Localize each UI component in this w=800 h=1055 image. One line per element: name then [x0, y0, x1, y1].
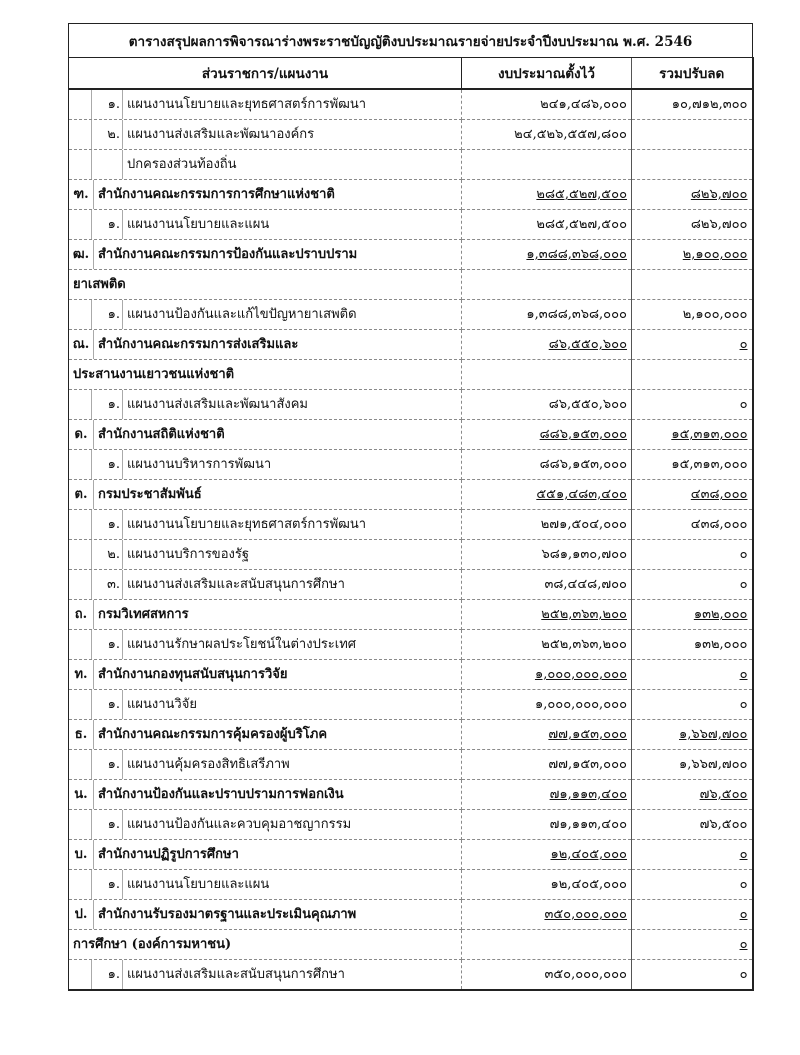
cut-value: ๗๖,๕๐๐	[699, 817, 748, 832]
agency-name: ประสานงานเยาวชนแห่งชาติ	[73, 367, 235, 382]
budget-cell	[462, 120, 632, 150]
agency-letter: ด.	[69, 420, 94, 449]
budget-cell	[462, 630, 632, 660]
cut-value: ๐	[739, 967, 748, 982]
plan-name: ปกครองส่วนท้องถิ่น	[127, 157, 237, 172]
budget-value: ๒๘๕,๕๒๗,๕๐๐	[536, 217, 627, 232]
plan-number: ๓.	[92, 570, 123, 599]
plan-name: แผนงานส่งเสริมและสนับสนุนการศึกษา	[127, 577, 345, 592]
cut-cell	[632, 540, 753, 570]
budget-value: ๓๘,๔๔๘,๗๐๐	[544, 577, 627, 592]
budget-value: ๗๑,๑๑๓,๔๐๐	[549, 787, 627, 802]
row-label-cell	[69, 630, 462, 660]
row-label-cell	[69, 510, 462, 540]
cut-value: ๑๓๒,๐๐๐	[693, 637, 748, 652]
cut-value: ๑๐,๗๑๒,๓๐๐	[671, 97, 748, 112]
cut-cell	[632, 810, 753, 840]
plan-name: แผนงานวิจัย	[127, 697, 197, 712]
row-label-cell	[69, 89, 462, 120]
plan-number	[92, 150, 123, 179]
row-label-cell	[69, 330, 462, 360]
agency-row	[69, 900, 753, 930]
row-label-cell	[69, 960, 462, 991]
row-label-cell	[69, 210, 462, 240]
budget-cell	[462, 960, 632, 991]
cut-value: ๘๒๖,๗๐๐	[690, 217, 748, 232]
cut-cell	[632, 930, 753, 960]
budget-cell	[462, 900, 632, 930]
cut-cell	[632, 600, 753, 630]
plan-number: ๑.	[92, 690, 123, 719]
cut-cell	[632, 630, 753, 660]
cut-cell	[632, 420, 753, 450]
plan-number: ๑.	[92, 630, 123, 659]
plan-number: ๒.	[92, 540, 123, 569]
cut-value: ๑,๖๖๗,๗๐๐	[679, 727, 748, 742]
indent-spacer	[69, 960, 92, 989]
cut-value: ๐	[739, 937, 748, 952]
header-agency: ส่วนราชการ/แผนงาน	[69, 58, 462, 90]
budget-cell	[462, 480, 632, 510]
budget-table	[68, 23, 754, 991]
budget-value: ๑,๓๘๘,๓๖๘,๐๐๐	[526, 247, 627, 262]
row-label-cell	[69, 180, 462, 210]
indent-spacer	[69, 390, 92, 419]
budget-value: ๗๗,๑๕๓,๐๐๐	[548, 757, 627, 772]
cut-value: ๑๕,๓๑๓,๐๐๐	[671, 457, 748, 472]
agency-letter: ต.	[69, 480, 94, 509]
agency-row	[69, 930, 753, 960]
header-cut: รวมปรับลด	[632, 58, 753, 90]
agency-row	[69, 840, 753, 870]
indent-spacer	[69, 630, 92, 659]
budget-value: ๑๒,๔๐๕,๐๐๐	[550, 877, 627, 892]
budget-value: ๘๖,๕๕๐,๖๐๐	[548, 337, 627, 352]
cut-value: ๐	[739, 847, 748, 862]
agency-name: สำนักงานคณะกรรมการการศึกษาแห่งชาติ	[98, 187, 335, 202]
indent-spacer	[69, 540, 92, 569]
budget-value: ๕๕๑,๔๘๓,๔๐๐	[536, 487, 627, 502]
indent-spacer	[69, 870, 92, 899]
budget-value: ๘๘๖,๑๕๓,๐๐๐	[539, 427, 627, 442]
agency-name: สำนักงานกองทุนสนับสนุนการวิจัย	[98, 667, 288, 682]
cut-cell	[632, 570, 753, 600]
header-row	[69, 58, 753, 90]
plan-name: แผนงานรักษาผลประโยชน์ในต่างประเทศ	[127, 637, 357, 652]
agency-name: สำนักงานสถิติแห่งชาติ	[98, 427, 225, 442]
table-title: ตารางสรุปผลการพิจารณาร่างพระราชบัญญัติงบประมาณรายจ่ายประจำปีงบประมาณ พ.ศ. 2546	[69, 24, 753, 58]
indent-spacer	[69, 810, 92, 839]
cut-value: ๒,๑๐๐,๐๐๐	[682, 247, 748, 262]
title-row	[69, 24, 753, 58]
cut-cell	[632, 240, 753, 270]
budget-value: ๒๕๒,๓๖๓,๒๐๐	[541, 637, 627, 652]
plan-name: แผนงานส่งเสริมและพัฒนาองค์กร	[127, 127, 315, 142]
budget-cell	[462, 690, 632, 720]
cut-cell	[632, 210, 753, 240]
row-label-cell	[69, 570, 462, 600]
cut-cell	[632, 150, 753, 180]
agency-name: สำนักงานป้องกันและปราบปรามการฟอกเงิน	[98, 787, 344, 802]
agency-name: กรมประชาสัมพันธ์	[98, 487, 202, 502]
plan-row	[69, 210, 753, 240]
plan-row	[69, 89, 753, 120]
plan-name: แผนงานส่งเสริมและสนับสนุนการศึกษา	[127, 967, 345, 982]
cut-cell	[632, 750, 753, 780]
row-label-cell	[69, 720, 462, 750]
cut-value: ๑๓๒,๐๐๐	[693, 607, 748, 622]
indent-spacer	[69, 690, 92, 719]
budget-cell	[462, 360, 632, 390]
budget-value: ๓๕๐,๐๐๐,๐๐๐	[544, 967, 627, 982]
indent-spacer	[69, 300, 92, 329]
budget-value: ๑,๐๐๐,๐๐๐,๐๐๐	[534, 697, 627, 712]
plan-name: แผนงานบริหารการพัฒนา	[127, 457, 272, 472]
row-label-cell	[69, 360, 462, 390]
agency-letter: ณ.	[69, 330, 94, 359]
budget-cell	[462, 540, 632, 570]
agency-letter: ฑ.	[69, 180, 94, 209]
indent-spacer	[69, 750, 92, 779]
cut-cell	[632, 870, 753, 900]
cut-cell	[632, 300, 753, 330]
budget-value: ๓๕๐,๐๐๐,๐๐๐	[544, 907, 627, 922]
agency-letter: ถ.	[69, 600, 94, 629]
plan-name: แผนงานนโยบายและแผน	[127, 217, 270, 232]
budget-value: ๗๗,๑๕๓,๐๐๐	[548, 727, 627, 742]
cut-value: ๐	[739, 877, 748, 892]
agency-letter: ธ.	[69, 720, 94, 749]
plan-row	[69, 120, 753, 150]
agency-row	[69, 420, 753, 450]
agency-row	[69, 330, 753, 360]
row-label-cell	[69, 390, 462, 420]
cut-cell	[632, 510, 753, 540]
plan-row	[69, 750, 753, 780]
row-label-cell	[69, 660, 462, 690]
cut-value: ๘๒๖,๗๐๐	[690, 187, 748, 202]
row-label-cell	[69, 690, 462, 720]
agency-letter: ฒ.	[69, 240, 94, 269]
agency-name: สำนักงานคณะกรรมการคุ้มครองผู้บริโภค	[98, 727, 328, 742]
cut-value: ๐	[739, 397, 748, 412]
plan-number: ๑.	[92, 300, 123, 329]
plan-name: แผนงานนโยบายและแผน	[127, 877, 270, 892]
plan-number: ๒.	[92, 120, 123, 149]
plan-number: ๑.	[92, 960, 123, 989]
cut-value: ๐	[739, 667, 748, 682]
cut-value: ๔๓๘,๐๐๐	[690, 487, 748, 502]
row-label-cell	[69, 300, 462, 330]
agency-name: สำนักงานปฏิรูปการศึกษา	[98, 847, 239, 862]
row-label-cell	[69, 780, 462, 810]
indent-spacer	[69, 210, 92, 239]
row-label-cell	[69, 930, 462, 960]
agency-row	[69, 270, 753, 300]
row-label-cell	[69, 420, 462, 450]
budget-cell	[462, 780, 632, 810]
agency-letter: ป.	[69, 900, 94, 929]
cut-cell	[632, 720, 753, 750]
agency-letter: น.	[69, 780, 94, 809]
budget-value: ๗๑,๑๑๓,๔๐๐	[549, 817, 627, 832]
agency-name: สำนักงานรับรองมาตรฐานและประเมินคุณภาพ	[98, 907, 357, 922]
header-budget: งบประมาณตั้งไว้	[462, 58, 632, 90]
agency-row	[69, 360, 753, 390]
cut-value: ๐	[739, 577, 748, 592]
agency-name: สำนักงานคณะกรรมการส่งเสริมและ	[98, 337, 299, 352]
plan-row	[69, 450, 753, 480]
plan-row	[69, 690, 753, 720]
indent-spacer	[69, 150, 92, 179]
cut-cell	[632, 840, 753, 870]
row-label-cell	[69, 120, 462, 150]
plan-name: แผนงานนโยบายและยุทธศาสตร์การพัฒนา	[127, 517, 367, 532]
cut-cell	[632, 270, 753, 300]
cut-value: ๒,๑๐๐,๐๐๐	[682, 307, 748, 322]
budget-cell	[462, 810, 632, 840]
row-label-cell	[69, 240, 462, 270]
cut-cell	[632, 390, 753, 420]
plan-row	[69, 810, 753, 840]
budget-cell	[462, 420, 632, 450]
plan-number: ๑.	[92, 750, 123, 779]
budget-value: ๑,๓๘๘,๓๖๘,๐๐๐	[526, 307, 627, 322]
agency-row	[69, 720, 753, 750]
plan-number: ๑.	[92, 810, 123, 839]
cut-cell	[632, 960, 753, 991]
row-label-cell	[69, 450, 462, 480]
budget-cell	[462, 660, 632, 690]
budget-cell	[462, 150, 632, 180]
row-label-cell	[69, 810, 462, 840]
plan-number: ๑.	[92, 390, 123, 419]
budget-value: ๑,๐๐๐,๐๐๐,๐๐๐	[534, 667, 627, 682]
budget-cell	[462, 300, 632, 330]
budget-value: ๒๔๑,๔๘๖,๐๐๐	[540, 97, 627, 112]
budget-summary-document	[68, 23, 752, 991]
budget-cell	[462, 180, 632, 210]
agency-letter: บ.	[69, 840, 94, 869]
budget-cell	[462, 870, 632, 900]
plan-number: ๑.	[92, 510, 123, 539]
cut-cell	[632, 180, 753, 210]
budget-cell	[462, 390, 632, 420]
plan-number: ๑.	[92, 210, 123, 239]
budget-cell	[462, 270, 632, 300]
plan-row	[69, 960, 753, 991]
plan-name: แผนงานบริการของรัฐ	[127, 547, 250, 562]
cut-cell	[632, 660, 753, 690]
agency-name: กรมวิเทศสหการ	[98, 607, 189, 622]
cut-cell	[632, 360, 753, 390]
indent-spacer	[69, 570, 92, 599]
cut-cell	[632, 780, 753, 810]
agency-name: สำนักงานคณะกรรมการป้องกันและปราบปราม	[98, 247, 358, 262]
plan-row	[69, 150, 753, 180]
cut-cell	[632, 480, 753, 510]
agency-letter: ท.	[69, 660, 94, 689]
budget-value: ๘๖,๕๕๐,๖๐๐	[548, 397, 627, 412]
cut-cell	[632, 690, 753, 720]
budget-cell	[462, 720, 632, 750]
indent-spacer	[69, 120, 92, 149]
cut-value: ๐	[739, 697, 748, 712]
cut-cell	[632, 120, 753, 150]
plan-row	[69, 300, 753, 330]
plan-number: ๑.	[92, 870, 123, 899]
budget-cell	[462, 240, 632, 270]
indent-spacer	[69, 450, 92, 479]
agency-name: การศึกษา (องค์การมหาชน)	[73, 937, 232, 952]
cut-value: ๐	[739, 907, 748, 922]
budget-cell	[462, 510, 632, 540]
cut-cell	[632, 900, 753, 930]
agency-row	[69, 780, 753, 810]
row-label-cell	[69, 270, 462, 300]
agency-row	[69, 480, 753, 510]
plan-name: แผนงานส่งเสริมและพัฒนาสังคม	[127, 397, 309, 412]
cut-value: ๑๕,๓๑๓,๐๐๐	[671, 427, 748, 442]
plan-number: ๑.	[92, 450, 123, 479]
plan-row	[69, 540, 753, 570]
cut-cell	[632, 330, 753, 360]
row-label-cell	[69, 840, 462, 870]
budget-value: ๒๕๒,๓๖๓,๒๐๐	[541, 607, 627, 622]
plan-row	[69, 870, 753, 900]
row-label-cell	[69, 540, 462, 570]
agency-row	[69, 240, 753, 270]
budget-cell	[462, 600, 632, 630]
plan-name: แผนงานนโยบายและยุทธศาสตร์การพัฒนา	[127, 97, 367, 112]
indent-spacer	[69, 90, 92, 119]
cut-cell	[632, 89, 753, 120]
budget-cell	[462, 930, 632, 960]
cut-value: ๗๖,๕๐๐	[699, 787, 748, 802]
plan-name: แผนงานคุ้มครองสิทธิเสรีภาพ	[127, 757, 290, 772]
budget-value: ๘๘๖,๑๕๓,๐๐๐	[539, 457, 627, 472]
budget-value: ๒๗๑,๕๐๔,๐๐๐	[540, 517, 627, 532]
row-label-cell	[69, 870, 462, 900]
cut-value: ๐	[739, 547, 748, 562]
cut-value: ๐	[739, 337, 748, 352]
cut-value: ๑,๖๖๗,๗๐๐	[679, 757, 748, 772]
cut-cell	[632, 450, 753, 480]
plan-row	[69, 570, 753, 600]
plan-name: แผนงานป้องกันและแก้ไขปัญหายาเสพติด	[127, 307, 357, 322]
budget-value: ๒๘๕,๕๒๗,๕๐๐	[536, 187, 627, 202]
budget-cell	[462, 450, 632, 480]
budget-cell	[462, 750, 632, 780]
budget-cell	[462, 89, 632, 120]
row-label-cell	[69, 480, 462, 510]
budget-value: ๒๔,๕๒๖,๕๕๗,๘๐๐	[514, 127, 627, 142]
plan-number: ๑.	[92, 90, 123, 119]
budget-cell	[462, 840, 632, 870]
row-label-cell	[69, 600, 462, 630]
agency-row	[69, 660, 753, 690]
plan-row	[69, 390, 753, 420]
budget-value: ๑๒,๔๐๕,๐๐๐	[550, 847, 627, 862]
indent-spacer	[69, 510, 92, 539]
budget-value: ๖๘๑,๑๓๐,๗๐๐	[541, 547, 627, 562]
plan-name: แผนงานป้องกันและควบคุมอาชญากรรม	[127, 817, 352, 832]
agency-name: ยาเสพติด	[73, 277, 126, 292]
plan-row	[69, 630, 753, 660]
budget-cell	[462, 210, 632, 240]
budget-cell	[462, 570, 632, 600]
agency-row	[69, 180, 753, 210]
plan-row	[69, 510, 753, 540]
row-label-cell	[69, 900, 462, 930]
row-label-cell	[69, 150, 462, 180]
cut-value: ๔๓๘,๐๐๐	[690, 517, 748, 532]
agency-row	[69, 600, 753, 630]
row-label-cell	[69, 750, 462, 780]
budget-cell	[462, 330, 632, 360]
